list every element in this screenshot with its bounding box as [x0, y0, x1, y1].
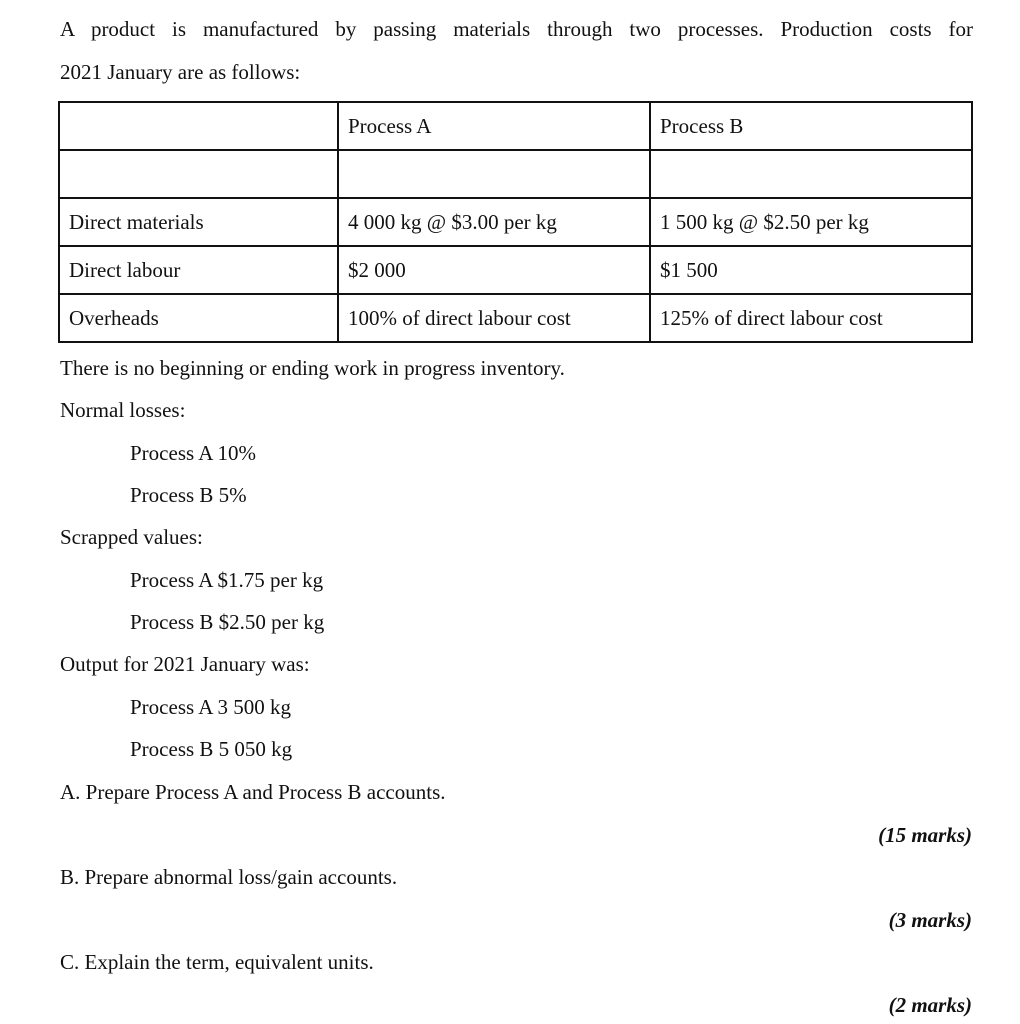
table-row-direct-labour [59, 246, 972, 294]
table-row-direct-materials [59, 198, 972, 246]
table-cell-process-a: 4 000 kg @ $3.00 per kg [338, 198, 650, 246]
table-header-cell [59, 102, 338, 150]
scrapped-values-heading: Scrapped values: [60, 525, 203, 549]
table-header-process-a: Process A [338, 102, 650, 150]
table-row-overheads [59, 294, 972, 342]
output-item: Process B 5 050 kg [130, 737, 293, 761]
scrapped-value-item: Process B $2.50 per kg [130, 610, 325, 634]
output-heading: Output for 2021 January was: [60, 652, 310, 676]
question-b: B. Prepare abnormal loss/gain accounts. [60, 865, 398, 889]
wip-note: There is no beginning or ending work in progress inventory. [60, 356, 565, 380]
intro-text-line-1: A product is manufactured by passing materials through two processes. Production costs for [60, 17, 973, 41]
table-cell-process-b: 125% of direct labour cost [650, 294, 972, 342]
table-cell-process-a: $2 000 [338, 246, 650, 294]
question-a-marks: (15 marks) [878, 823, 972, 847]
output-item: Process A 3 500 kg [130, 695, 292, 719]
normal-losses-heading: Normal losses: [60, 398, 186, 422]
production-cost-table [58, 101, 973, 343]
table-cell [59, 150, 338, 198]
scrapped-value-item: Process A $1.75 per kg [130, 568, 324, 592]
table-cell-label: Direct materials [59, 198, 338, 246]
table-cell-process-b: 1 500 kg @ $2.50 per kg [650, 198, 972, 246]
table-header-process-b: Process B [650, 102, 972, 150]
table-cell-process-b: $1 500 [650, 246, 972, 294]
intro-text-line-2: 2021 January are as follows: [60, 60, 301, 84]
question-b-marks: (3 marks) [888, 908, 972, 932]
table-cell [338, 150, 650, 198]
table-cell-label: Direct labour [59, 246, 338, 294]
question-c: C. Explain the term, equivalent units. [60, 950, 374, 974]
table-cell-label: Overheads [59, 294, 338, 342]
normal-loss-item: Process B 5% [130, 483, 247, 507]
table-row [59, 150, 972, 198]
normal-loss-item: Process A 10% [130, 441, 256, 465]
question-a: A. Prepare Process A and Process B accounts. [60, 780, 446, 804]
question-c-marks: (2 marks) [888, 993, 972, 1017]
table-cell [650, 150, 972, 198]
table-header-row [59, 102, 972, 150]
table-cell-process-a: 100% of direct labour cost [338, 294, 650, 342]
